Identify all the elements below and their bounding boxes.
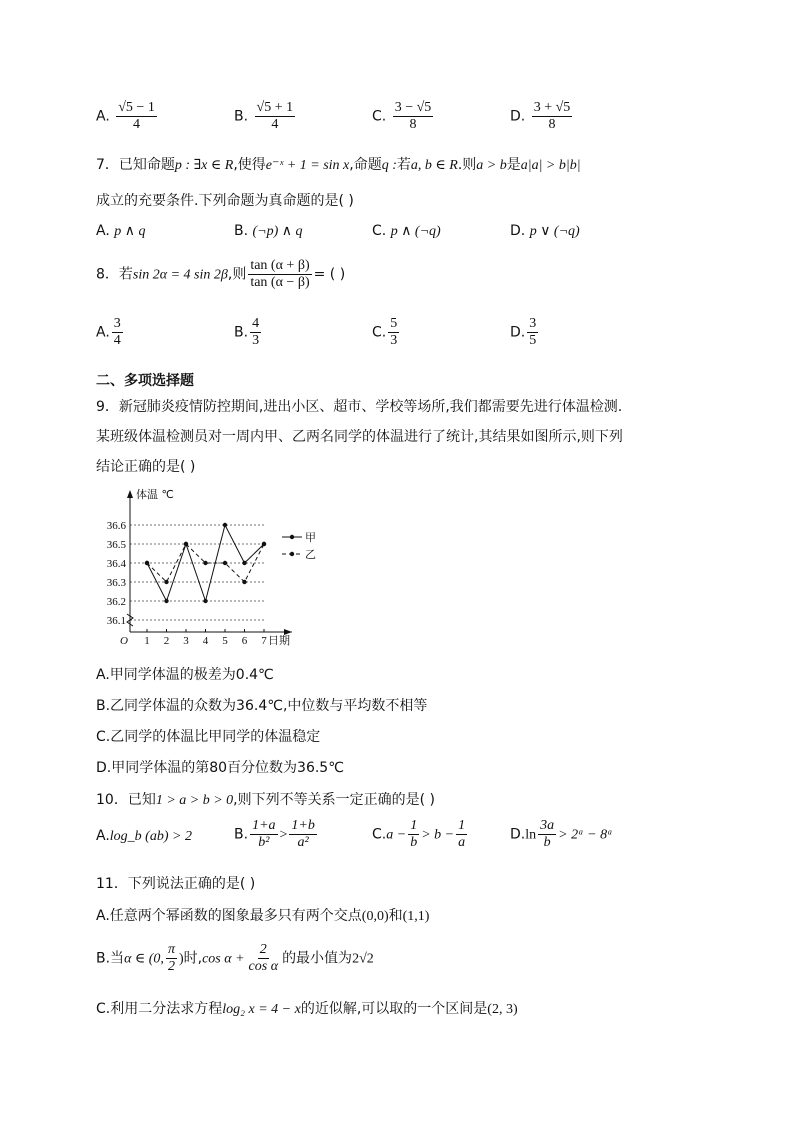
fraction: $\frac{3 + √5}{8}$ bbox=[533, 100, 571, 133]
x-axis-label: 日期 bbox=[268, 634, 290, 647]
q8-option-c[interactable]: C. $\frac{5}{3}$ bbox=[372, 316, 398, 349]
data-point bbox=[203, 599, 207, 603]
fraction: $\frac{1}{b}$ bbox=[410, 818, 418, 851]
data-point bbox=[262, 542, 266, 546]
q7-option-b[interactable]: B. (¬p) ∧ q bbox=[234, 223, 303, 239]
fraction: $\frac{2}{\text{cos α}}$ bbox=[248, 942, 279, 975]
x-tick-label: 7 bbox=[261, 635, 267, 647]
q6-option-c[interactable]: C. $\frac{3 - √5}{8}$ bbox=[372, 100, 432, 133]
q10-option-a[interactable]: A.log_b (ab) > 2 bbox=[96, 828, 192, 844]
q9-stem-line2: 某班级体温检测员对一周内甲、乙两名同学的体温进行了统计,其结果如图所示,则下列 bbox=[96, 429, 623, 445]
y-tick-label: 36.3 bbox=[106, 577, 126, 589]
q8-option-b[interactable]: B. $\frac{4}{3}$ bbox=[234, 316, 260, 349]
fraction: $\frac{3}{5}$ bbox=[529, 316, 537, 349]
q10-option-d[interactable]: D.ln $\frac{3a}{b}$ > 2ᵃ − 8ᵃ bbox=[510, 818, 613, 851]
chart-grid bbox=[130, 525, 264, 620]
q7-stem-line2: 成立的充要条件.下列命题为真命题的是( ) bbox=[96, 193, 354, 209]
fraction: $\frac{√5 - 1}{4}$ bbox=[118, 100, 155, 133]
legend-label: 甲 bbox=[305, 531, 316, 544]
q7-option-d[interactable]: D. p ∨ (¬q) bbox=[510, 223, 580, 239]
q8-option-d[interactable]: D. $\frac{3}{5}$ bbox=[510, 316, 537, 349]
temperature-line-chart bbox=[96, 484, 326, 654]
x-tick-label: 6 bbox=[241, 635, 248, 647]
q6-option-d[interactable]: D. $\frac{3 + √5}{8}$ bbox=[510, 100, 571, 133]
q10-stem: 10．已知1 > a > b > 0,则下列不等关系一定正确的是( ) bbox=[96, 792, 435, 808]
data-point bbox=[164, 599, 168, 603]
q7-option-a[interactable]: A. p ∧ q bbox=[96, 223, 146, 239]
q11-option-a[interactable]: A.任意两个幂函数的图象最多只有两个交点(0,0)和(1,1) bbox=[96, 908, 430, 924]
q9-option-b[interactable]: B.乙同学体温的众数为36.4℃,中位数与平均数不相等 bbox=[96, 698, 428, 714]
axis-break bbox=[127, 614, 133, 626]
origin-label: O bbox=[120, 635, 128, 647]
fraction: $\frac{\pi}{2}$ bbox=[167, 942, 175, 975]
q6-option-b[interactable]: B. $\frac{√5 + 1}{4}$ bbox=[234, 100, 294, 133]
q9-stem-line1: 9．新冠肺炎疫情防控期间,进出小区、超市、学校等场所,我们都需要先进行体温检测. bbox=[96, 399, 623, 415]
q11-option-b[interactable]: B.当α ∈ (0, $\frac{\pi}{2}$ )时,cos α + $\frac{2}{\text{cos α}}$ 的最小值为2√2 bbox=[96, 942, 374, 975]
y-tick-label: 36.5 bbox=[106, 539, 126, 551]
q11-option-c[interactable]: C.利用二分法求方程log₂ x = 4 − x的近似解,可以取的一个区间是(2, 3) bbox=[96, 1001, 518, 1017]
chart-legend bbox=[282, 531, 316, 561]
legend-marker bbox=[290, 552, 294, 556]
fraction: $\frac{5}{3}$ bbox=[390, 316, 398, 349]
x-tick-label: 3 bbox=[183, 635, 189, 647]
q9-stem-line3: 结论正确的是( ) bbox=[96, 459, 196, 475]
y-tick-label: 36.4 bbox=[106, 558, 126, 570]
data-point bbox=[164, 580, 168, 584]
data-point bbox=[184, 542, 188, 546]
data-point bbox=[242, 561, 246, 565]
q9-option-d[interactable]: D.甲同学体温的第80百分位数为36.5℃ bbox=[96, 760, 344, 776]
y-axis-arrow bbox=[127, 490, 133, 498]
fraction: $\frac{1}{a}$ bbox=[458, 818, 466, 851]
fraction: $\frac{3a}{b}$ bbox=[540, 818, 555, 851]
legend-label: 乙 bbox=[305, 548, 316, 561]
x-tick-label: 1 bbox=[144, 635, 150, 647]
q9-option-c[interactable]: C.乙同学的体温比甲同学的体温稳定 bbox=[96, 729, 321, 745]
data-point bbox=[223, 523, 227, 527]
q10-option-c[interactable]: C.a − $\frac{1}{b}$ > b − $\frac{1}{a}$ bbox=[372, 818, 466, 851]
y-tick-label: 36.6 bbox=[106, 520, 126, 532]
fraction: $\frac{\tan (\alpha + \beta)}{\tan (\alpha - \beta)}$ bbox=[250, 258, 310, 291]
y-tick-label: 36.2 bbox=[106, 596, 126, 608]
y-tick-label: 36.1 bbox=[106, 615, 126, 627]
data-point bbox=[203, 561, 207, 565]
q9-option-a[interactable]: A.甲同学体温的极差为0.4℃ bbox=[96, 667, 274, 683]
legend-marker bbox=[290, 535, 294, 539]
data-point bbox=[242, 580, 246, 584]
x-tick-label: 4 bbox=[202, 635, 209, 647]
fraction: $\frac{√5 + 1}{4}$ bbox=[256, 100, 294, 133]
x-tick-label: 2 bbox=[163, 635, 170, 647]
q8-option-a[interactable]: A. $\frac{3}{4}$ bbox=[96, 316, 121, 349]
fraction: $\frac{3}{4}$ bbox=[113, 316, 121, 349]
fraction: $\frac{1+b}{\text{a²}}$ bbox=[291, 818, 315, 851]
q6-option-a[interactable]: A. $\frac{√5 - 1}{4}$ bbox=[96, 100, 155, 133]
q7-option-c[interactable]: C. p ∧ (¬q) bbox=[372, 223, 441, 239]
q11-stem: 11．下列说法正确的是( ) bbox=[96, 876, 256, 892]
q7-stem-line1: 7．已知命题p : ∃x ∈ R,使得e⁻ˣ + 1 = sin x,命题q :若a, b ∈ R.则a > b是a|a| > b|b| bbox=[96, 157, 581, 173]
x-tick-label: 5 bbox=[222, 635, 228, 647]
fraction: $\frac{3 - √5}{8}$ bbox=[394, 100, 432, 133]
fraction: $\frac{1+a}{\text{b²}}$ bbox=[252, 818, 276, 851]
q10-option-b[interactable]: B. $\frac{1+a}{\text{b²}}$ > $\frac{1+b}{\text{a²}}$ bbox=[234, 818, 315, 851]
chart-axes bbox=[107, 487, 292, 647]
data-point bbox=[223, 561, 227, 565]
q8-stem: 8．若sin 2α = 4 sin 2β,则 $\frac{\tan (\alpha + \beta)}{\tan (\alpha - \beta)}$ = ( ) bbox=[96, 258, 346, 291]
y-axis-label: 体温 ℃ bbox=[136, 488, 174, 501]
fraction: $\frac{4}{3}$ bbox=[252, 316, 260, 349]
data-point bbox=[145, 561, 149, 565]
section-heading: 二、多项选择题 bbox=[96, 373, 194, 389]
